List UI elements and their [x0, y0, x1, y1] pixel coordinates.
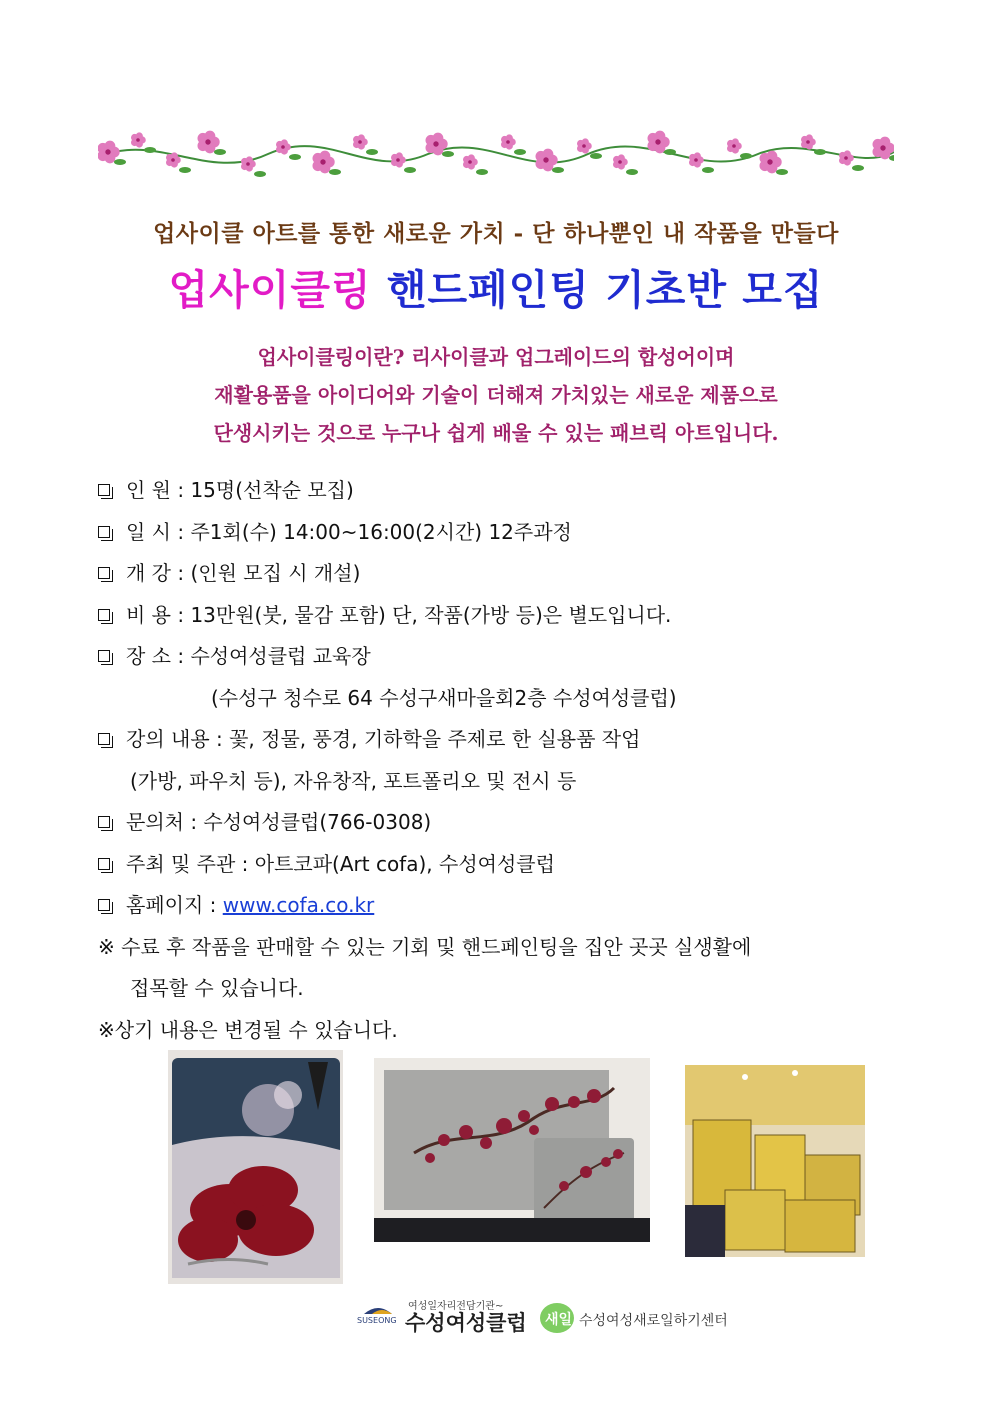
- checkbox-icon: [98, 609, 110, 621]
- center-name: 수성여성새로일하기센터: [579, 1313, 728, 1329]
- note-continued-text: 접목할 수 있습니다.: [130, 976, 304, 1000]
- flower-icon: [760, 151, 788, 175]
- checkbox-icon: [98, 816, 110, 828]
- intro-text: [0, 338, 992, 452]
- opening-text: 개 강 : (인원 모집 시 개설): [126, 561, 361, 585]
- bag-photo-2: [374, 1058, 650, 1242]
- checkbox-icon: [98, 858, 110, 870]
- intro-line: 단생시키는 것으로 누구나 쉽게 배울 수 있는 패브릭 아트입니다.: [213, 421, 779, 445]
- flower-icon: [648, 131, 676, 155]
- list-item: [98, 553, 918, 595]
- suseong-club-logo: [357, 1299, 527, 1335]
- list-item: [98, 885, 918, 927]
- flower-icon: [313, 151, 341, 175]
- flower-icon: [276, 139, 301, 160]
- homepage-label: 홈페이지 :: [126, 893, 223, 917]
- org-name: 수성여성클럽: [405, 1311, 527, 1335]
- host-text: 주최 및 주관 : 아트코파(Art cofa), 수성여성클럽: [126, 851, 555, 876]
- intro-line: 업사이클링이란? 리사이클과 업그레이드의 합성어이며: [257, 345, 735, 369]
- flower-icon: [839, 150, 864, 171]
- cost-text: 비 용 : 13만원(붓, 물감 포함) 단, 작품(가방 등)은 별도입니다.: [126, 602, 672, 627]
- schedule-text: 일 시 : 주1회(수) 14:00~16:00(2시간) 12주과정: [126, 519, 572, 544]
- page-title: [0, 257, 992, 316]
- flower-icon: [353, 134, 378, 155]
- list-item: [98, 636, 918, 678]
- checkbox-icon: [98, 733, 110, 745]
- flower-icon: [727, 138, 752, 159]
- checkbox-icon: [98, 484, 110, 496]
- footer-logos: [0, 1296, 992, 1346]
- flower-icon: [613, 154, 638, 175]
- artwork-photos: [0, 1050, 992, 1290]
- info-list: [98, 470, 918, 1051]
- title-part1: 업사이클링: [168, 266, 372, 314]
- content-text: 강의 내용 : 꽃, 정물, 풍경, 기하학을 주제로 한 실용품 작업: [126, 727, 641, 751]
- list-item: [98, 844, 918, 886]
- disclaimer-text: ※상기 내용은 변경될 수 있습니다.: [98, 1017, 398, 1042]
- checkbox-icon: [98, 650, 110, 662]
- homepage-link[interactable]: www.cofa.co.kr: [222, 893, 375, 917]
- checkbox-icon: [98, 899, 110, 911]
- address-text: (수성구 청수로 64 수성구새마을회2층 수성여성클럽): [211, 685, 677, 710]
- list-item: [98, 719, 918, 761]
- list-item: [98, 802, 918, 844]
- center-badge: 새일: [545, 1312, 573, 1328]
- flower-icon: [689, 152, 714, 173]
- flower-garland: [98, 112, 894, 194]
- flower-icon: [98, 141, 126, 165]
- org-english-name: SUSEONG: [357, 1316, 397, 1325]
- intro-line: 재활용품을 아이디어와 기술이 더해져 가치있는 새로운 제품으로: [214, 383, 778, 407]
- flower-icon: [801, 134, 826, 155]
- checkbox-icon: [98, 567, 110, 579]
- content-continued-text: (가방, 파우치 등), 자유창작, 포트폴리오 및 전시 등: [130, 768, 577, 793]
- members-text: 인 원 : 15명(선착순 모집): [126, 478, 354, 502]
- bag-photo-1: [168, 1050, 343, 1284]
- place-text: 장 소 : 수성여성클럽 교육장: [126, 644, 371, 668]
- subtitle: 업사이클 아트를 통한 새로운 가치 - 단 하나뿐인 내 작품을 만들다: [153, 220, 839, 247]
- center-logo: [540, 1303, 728, 1333]
- title-part2: 핸드페인팅 기초반 모집: [386, 266, 824, 314]
- flower-icon: [577, 138, 602, 159]
- list-item: [98, 595, 918, 637]
- list-item: [98, 512, 918, 554]
- org-tagline: 여성일자리전담기관~: [408, 1301, 504, 1312]
- flower-icon: [501, 134, 526, 155]
- flower-icon: [463, 154, 488, 175]
- flower-icon: [391, 152, 416, 173]
- flower-icon: [536, 149, 564, 173]
- checkbox-icon: [98, 526, 110, 538]
- note-text: ※ 수료 후 작품을 판매할 수 있는 기회 및 핸드페인팅을 집안 곳곳 실생활에: [98, 934, 752, 959]
- list-item: [98, 470, 918, 512]
- contact-text: 문의처 : 수성여성클럽(766-0308): [126, 810, 432, 834]
- flower-icon: [198, 131, 226, 155]
- bag-photo-3: [685, 1065, 865, 1257]
